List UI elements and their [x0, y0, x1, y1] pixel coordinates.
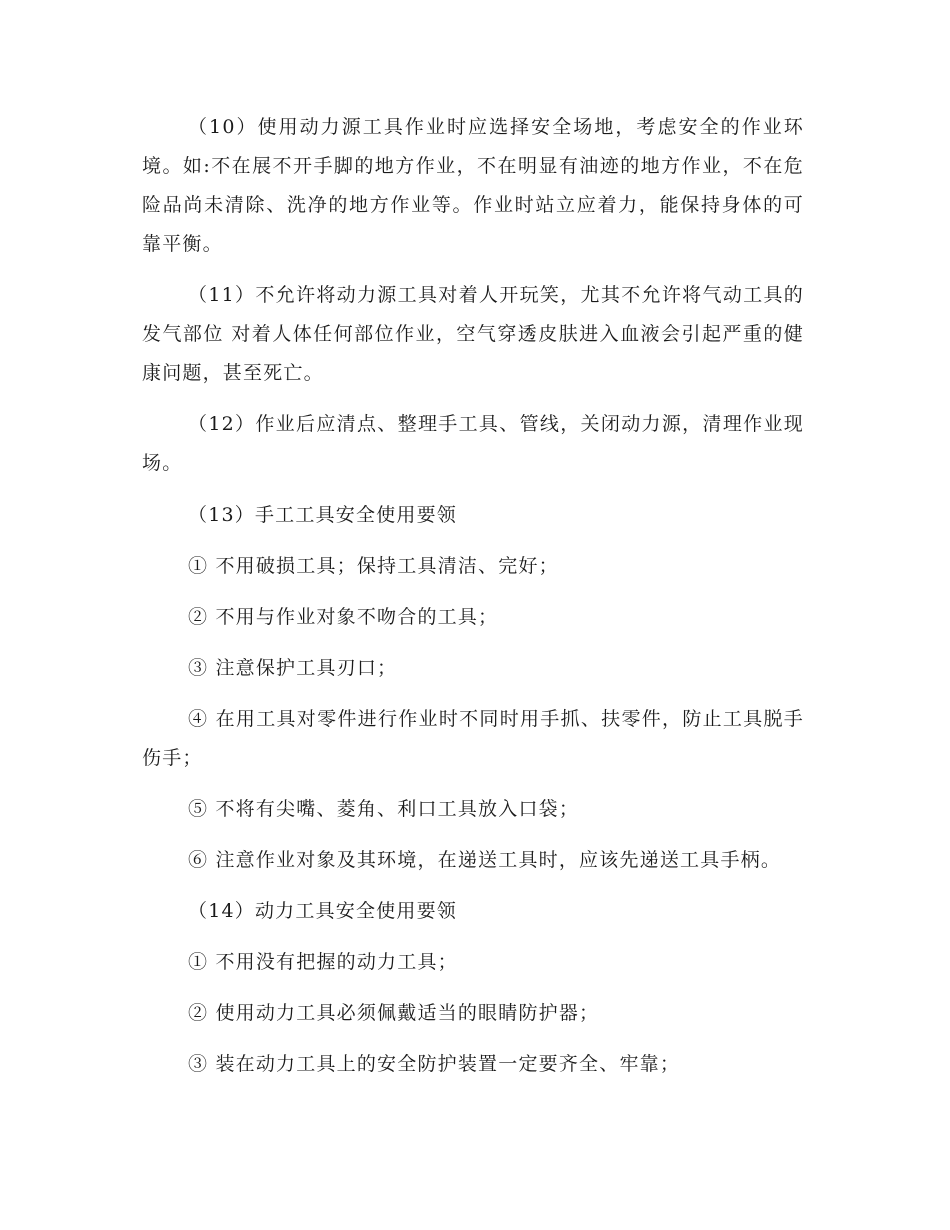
list-item-13-6: ⑥ 注意作业对象及其环境，在递送工具时，应该先递送工具手柄。	[188, 849, 782, 871]
list-item-13-5: ⑤ 不将有尖嘴、菱角、利口工具放入口袋；	[188, 798, 580, 820]
list-item-14-2: ② 使用动力工具必须佩戴适当的眼睛防护器；	[188, 1002, 600, 1024]
list-item-14-3: ③ 装在动力工具上的安全防护装置一定要齐全、牢靠；	[188, 1053, 681, 1075]
list-item-13-3: ③ 注意保护工具刃口；	[188, 657, 398, 679]
list-item-13-1: ① 不用破损工具；保持工具清洁、完好；	[188, 555, 559, 577]
paragraph-10: （10）使用动力源工具作业时应选择安全场地，考虑安全的作业环境。如:不在展不开手脚的地方作业，不在明显有油迹的地方作业，不在危险品尚未清除、洗净的地方作业等。作业时站立应着力，能保持身体的可靠平衡。	[142, 116, 804, 255]
heading-14: （14）动力工具安全使用要领	[188, 900, 457, 922]
heading-13: （13）手工工具安全使用要领	[188, 504, 457, 526]
list-item-13-4: ④ 在用工具对零件进行作业时不同时用手抓、扶零件，防止工具脱手伤手；	[142, 708, 804, 769]
list-item-13-2: ② 不用与作业对象不吻合的工具；	[188, 606, 499, 628]
paragraph-11: （11）不允许将动力源工具对着人开玩笑，尤其不允许将气动工具的发气部位 对着人体任何部位作业，空气穿透皮肤进入血液会引起严重的健康问题，甚至死亡。	[142, 284, 804, 384]
document-body	[142, 108, 804, 1096]
list-item-14-1: ① 不用没有把握的动力工具；	[188, 951, 458, 973]
paragraph-12: （12）作业后应清点、整理手工具、管线，关闭动力源，清理作业现场。	[142, 413, 804, 474]
